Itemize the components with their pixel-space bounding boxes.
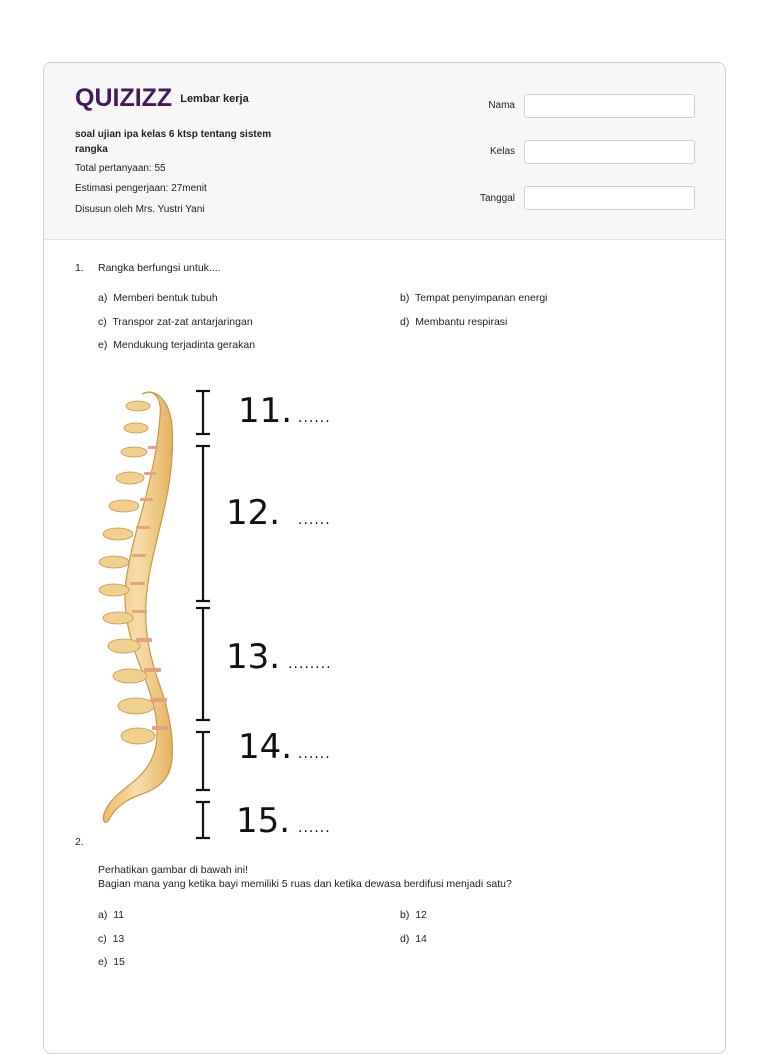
segment-brackets — [196, 391, 210, 838]
figure-blank-14: ...... — [298, 746, 331, 762]
q1-option-b — [400, 292, 548, 304]
date-label: Tanggal — [479, 193, 515, 204]
option-letter: d) — [400, 933, 410, 945]
figure-blank-15: ...... — [298, 820, 331, 836]
option-text: Transpor zat-zat antarjaringan — [112, 316, 253, 328]
q2-option-a — [98, 909, 124, 921]
option-text: Mendukung terjadinta gerakan — [113, 339, 256, 351]
question-2-text-line1: Perhatikan gambar di bawah ini! — [98, 864, 249, 876]
quizizz-logo: QUIZIZZ — [75, 84, 173, 112]
name-label: Nama — [488, 100, 515, 111]
figure-blank-13: ........ — [288, 656, 332, 672]
estimated-time: Estimasi pengerjaan: 27menit — [75, 183, 207, 194]
option-text: 11 — [113, 909, 125, 921]
q1-option-a — [98, 292, 218, 304]
figure-blank-11: ...... — [298, 410, 331, 426]
q2-option-c — [98, 933, 124, 945]
option-letter: e) — [98, 956, 108, 968]
figure-label-11: 11. — [238, 391, 293, 431]
total-questions: Total pertanyaan: 55 — [75, 163, 166, 174]
option-text: Memberi bentuk tubuh — [113, 292, 218, 304]
q2-option-b — [400, 909, 427, 921]
q1-option-e — [98, 339, 255, 351]
class-label: Kelas — [489, 146, 515, 157]
brand — [75, 83, 249, 113]
class-field[interactable] — [524, 140, 695, 164]
date-field[interactable] — [524, 186, 695, 210]
option-letter: c) — [98, 933, 107, 945]
option-text: 15 — [113, 956, 125, 968]
option-text: 12 — [415, 909, 427, 921]
option-letter: c) — [98, 316, 107, 328]
option-letter: b) — [400, 292, 410, 304]
option-letter: d) — [400, 316, 410, 328]
option-letter: a) — [98, 292, 108, 304]
option-letter: e) — [98, 339, 108, 351]
figure-blank-12: ...... — [298, 512, 331, 528]
question-1-number: 1. — [75, 262, 84, 274]
option-text: Tempat penyimpanan energi — [415, 292, 548, 304]
option-text: Membantu respirasi — [415, 316, 508, 328]
name-field[interactable] — [524, 94, 695, 118]
figure-label-15: 15. — [236, 801, 291, 841]
option-letter: a) — [98, 909, 108, 921]
author: Disusun oleh Mrs. Yustri Yani — [75, 204, 205, 215]
question-2-number: 2. — [75, 836, 84, 848]
figure-label-14: 14. — [238, 727, 293, 767]
q2-option-d — [400, 933, 427, 945]
figure-label-13: 13. — [226, 637, 281, 677]
question-2-text-line2: Bagian mana yang ketika bayi memiliki 5 ruas dan ketika dewasa berdifusi menjadi satu? — [98, 878, 512, 890]
quiz-title: soal ujian ipa kelas 6 ktsp tentang sistem rangka — [75, 129, 272, 155]
worksheet-header — [44, 63, 725, 240]
q1-option-d — [400, 316, 507, 328]
q2-option-e — [98, 956, 125, 968]
worksheet-label: Lembar kerja — [180, 93, 249, 105]
option-text: 13 — [112, 933, 125, 945]
q1-option-c — [98, 316, 253, 328]
option-letter: b) — [400, 909, 410, 921]
figure-label-12: 12. — [226, 493, 281, 533]
spine-figure — [90, 386, 360, 851]
option-text: 14 — [415, 933, 427, 945]
question-1-text: Rangka berfungsi untuk.... — [98, 262, 221, 274]
